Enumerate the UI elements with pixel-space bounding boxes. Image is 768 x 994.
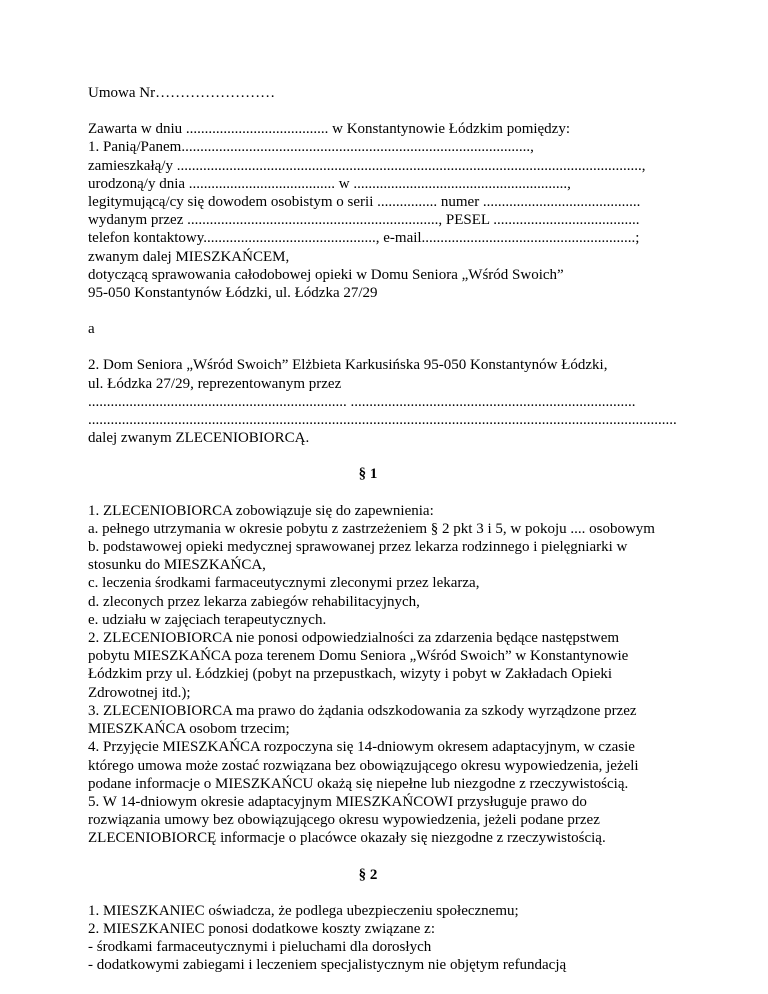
intro-line: urodzoną/y dnia ....................................... w .........................................................,	[88, 175, 571, 192]
section1-line: 4. Przyjęcie MIESZKAŃCA rozpoczyna się 14-dniowym okresem adaptacyjnym, w czasie	[88, 739, 635, 756]
section1-line: 5. W 14-dniowym okresie adaptacyjnym MIESZKAŃCOWI przysługuje prawo do	[88, 793, 587, 810]
intro-line: 1. Panią/Panem.............................................................................................,	[88, 139, 534, 156]
section1-line: 1. ZLECENIOBIORCA zobowiązuje się do zapewnienia:	[88, 502, 434, 519]
party2-line: ul. Łódzka 27/29, reprezentowanym przez	[88, 375, 342, 392]
intro-line: zwanym dalej MIESZKAŃCEM,	[88, 248, 290, 265]
section1-line: b. podstawowej opieki medycznej sprawowanej przez lekarza rodzinnego i pielęgniarki w	[88, 539, 628, 556]
party2-line: dalej zwanym ZLECENIOBIORCĄ.	[88, 430, 310, 447]
section2-line: - dodatkowymi zabiegami i leczeniem specjalistycznym nie objętym refundacją	[88, 957, 567, 974]
section2-line: 1. MIESZKANIEC oświadcza, że podlega ubezpieczeniu społecznemu;	[88, 902, 519, 919]
section1-line: e. udziału w zajęciach terapeutycznych.	[88, 611, 327, 628]
section1-line: pobytu MIESZKAŃCA poza terenem Domu Seniora „Wśród Swoich” w Konstantynowie	[88, 648, 629, 665]
party2-line: 2. Dom Seniora „Wśród Swoich” Elżbieta Karkusińska 95-050 Konstantynów Łódzki,	[88, 357, 608, 374]
section2-line: 2. MIESZKANIEC ponosi dodatkowe koszty związane z:	[88, 920, 436, 937]
section1-line: rozwiązania umowy bez obowiązującego okresu wypowiedzenia, jeżeli podane przez	[88, 812, 600, 829]
conjunction: a	[88, 321, 95, 338]
section1-line: 2. ZLECENIOBIORCA nie ponosi odpowiedzialności za zdarzenia będące następstwem	[88, 630, 620, 647]
section1-heading: § 1	[358, 466, 378, 483]
intro-block	[88, 120, 688, 302]
section1-line: stosunku do MIESZKAŃCA,	[88, 557, 266, 574]
section1-line: a. pełnego utrzymania w okresie pobytu z zastrzeżeniem § 2 pkt 3 i 5, w pokoju .... osobowym	[88, 520, 655, 537]
section1-line: podane informacje o MIESZKAŃCU okażą się niepełne lub niezgodne z rzeczywistością.	[88, 775, 629, 792]
contract-title: Umowa Nr……………………	[88, 85, 276, 101]
section2-heading: § 2	[358, 866, 378, 883]
intro-line: 95-050 Konstantynów Łódzki, ul. Łódzka 27/29	[88, 285, 378, 302]
section2-line: - środkami farmaceutycznymi i pieluchami dla dorosłych	[88, 939, 432, 956]
section1-line: c. leczenia środkami farmaceutycznymi zleconymi przez lekarza,	[88, 575, 480, 592]
section1-body	[88, 502, 688, 848]
section1-line: MIESZKAŃCA osobom trzecim;	[88, 721, 290, 738]
document-page	[88, 84, 688, 975]
section1-line: Łódzkim przy ul. Łódzkiej (pobyt na przepustkach, wizyty i pobyt w Zakładach Opieki	[88, 666, 613, 683]
section1-line: ZLECENIOBIORCĘ informacje o placówce okazały się niezgodne z rzeczywistością.	[88, 830, 606, 847]
party2-line: .............................................................................................................................................................	[88, 412, 677, 429]
intro-line: telefon kontaktowy.............................................., e-mail.........................................................;	[88, 230, 640, 247]
section1-line: 3. ZLECENIOBIORCA ma prawo do żądania odszkodowania za szkody wyrządzone przez	[88, 702, 637, 719]
intro-line: Zawarta w dniu ...................................... w Konstantynowie Łódzkim pomiędzy:	[88, 121, 571, 138]
section1-line: Zdrowotnej itd.);	[88, 684, 191, 701]
section2-body	[88, 902, 688, 975]
intro-line: zamieszkałą/y ............................................................................................................................,	[88, 157, 646, 174]
party2-block	[88, 356, 688, 447]
intro-line: wydanym przez ..................................................................., PESEL .......................................	[88, 212, 640, 229]
party2-line: ..................................................................... ............................................................................	[88, 393, 636, 410]
section1-line: d. zleconych przez lekarza zabiegów rehabilitacyjnych,	[88, 593, 420, 610]
section1-line: którego umowa może zostać rozwiązana bez obowiązującego okresu wypowiedzenia, jeżeli	[88, 757, 639, 774]
intro-line: legitymującą/cy się dowodem osobistym o serii ................ numer ..........................................	[88, 194, 641, 211]
intro-line: dotyczącą sprawowania całodobowej opieki w Domu Seniora „Wśród Swoich”	[88, 266, 564, 283]
